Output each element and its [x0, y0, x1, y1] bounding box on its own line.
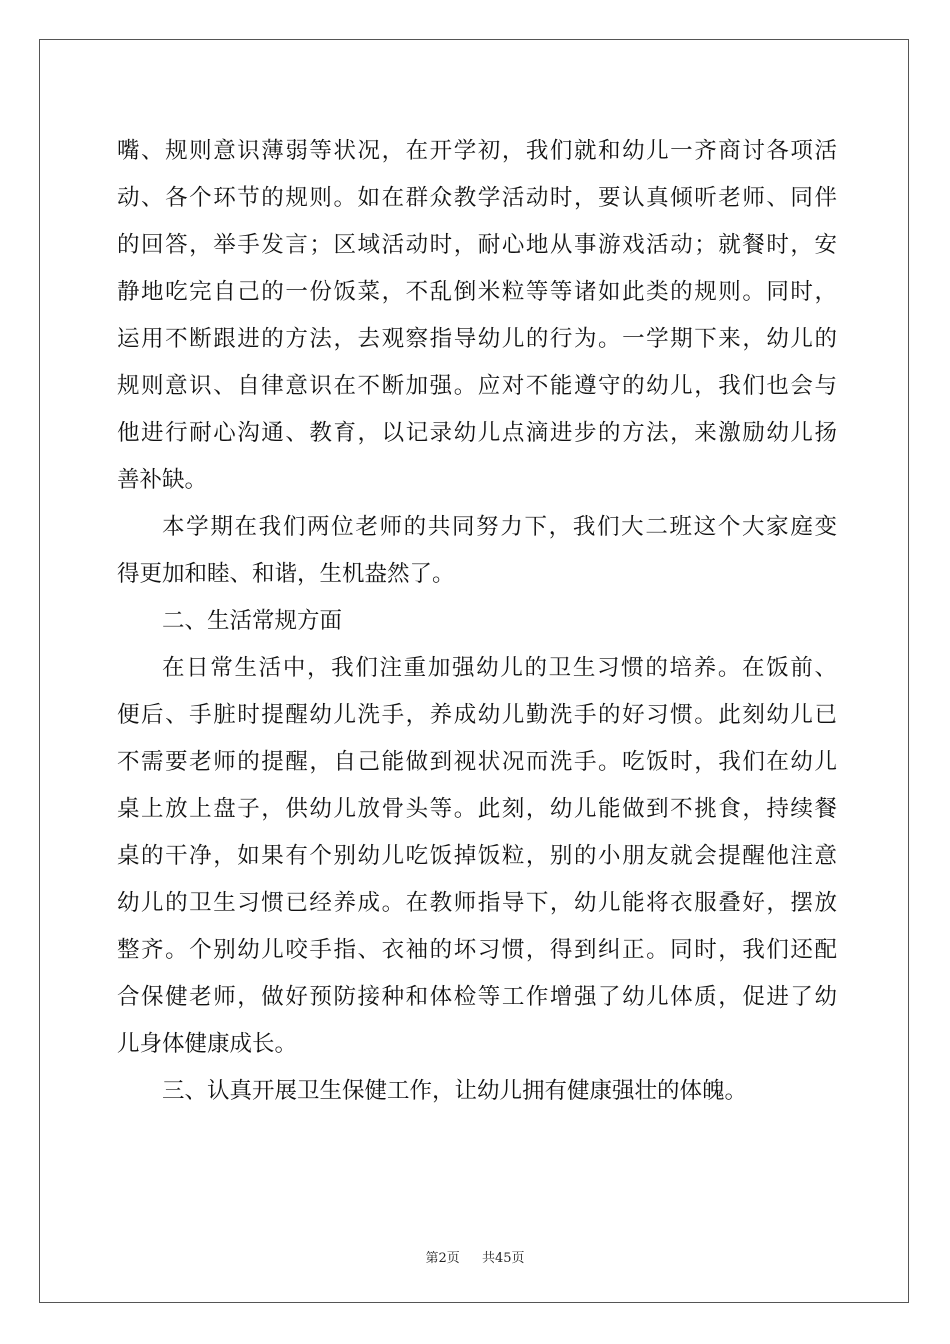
text-line: 合保健老师，做好预防接种和体检等工作增强了幼儿体质，促进了幼 [117, 984, 837, 1010]
document-body [117, 128, 837, 1115]
text-line: 桌的干净，如果有个别幼儿吃饭掉饭粒，别的小朋友就会提醒他注意 [117, 843, 837, 869]
text-line: 桌上放上盘子，供幼儿放骨头等。此刻，幼儿能做到不挑食，持续餐 [117, 796, 837, 822]
text-line: 不需要老师的提醒，自己能做到视状况而洗手。吃饭时，我们在幼儿 [117, 749, 837, 775]
text-line: 便后、手脏时提醒幼儿洗手，养成幼儿勤洗手的好习惯。此刻幼儿已 [117, 702, 837, 728]
text-line: 运用不断跟进的方法，去观察指导幼儿的行为。一学期下来，幼儿的 [117, 326, 837, 352]
section-heading: 三、认真开展卫生保健工作，让幼儿拥有健康强壮的体魄。 [162, 1078, 748, 1104]
page-number: 第2页 [425, 1251, 460, 1266]
text-line: 整齐。个别幼儿咬手指、衣袖的坏习惯，得到纠正。同时，我们还配 [117, 937, 837, 963]
text-line: 动、各个环节的规则。如在群众教学活动时，要认真倾听老师、同伴 [117, 185, 837, 211]
text-line: 规则意识、自律意识在不断加强。应对不能遵守的幼儿，我们也会与 [117, 373, 837, 399]
text-line: 他进行耐心沟通、教育，以记录幼儿点滴进步的方法，来激励幼儿扬 [117, 420, 837, 446]
text-line: 儿身体健康成长。 [117, 1031, 298, 1057]
page-total: 共45页 [482, 1251, 525, 1266]
text-line: 幼儿的卫生习惯已经养成。在教师指导下，幼儿能将衣服叠好，摆放 [117, 890, 837, 916]
text-line: 得更加和睦、和谐，生机盎然了。 [117, 561, 455, 587]
text-line: 在日常生活中，我们注重加强幼儿的卫生习惯的培养。在饭前、 [162, 655, 837, 681]
text-line: 善补缺。 [117, 467, 208, 493]
section-heading: 二、生活常规方面 [162, 608, 343, 634]
page-footer [0, 1247, 950, 1266]
text-line: 的回答，举手发言；区域活动时，耐心地从事游戏活动；就餐时，安 [117, 232, 837, 258]
text-line: 本学期在我们两位老师的共同努力下，我们大二班这个大家庭变 [162, 514, 837, 540]
text-line: 嘴、规则意识薄弱等状况，在开学初，我们就和幼儿一齐商讨各项活 [117, 138, 837, 164]
text-line: 静地吃完自己的一份饭菜，不乱倒米粒等等诸如此类的规则。同时， [117, 279, 837, 305]
